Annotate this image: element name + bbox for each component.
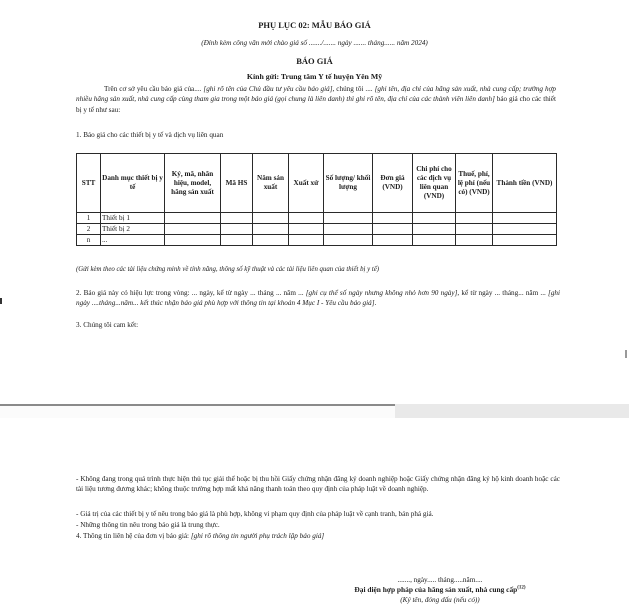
contact-placeholder: [ghi rõ thông tin người phụ trách lập báo giá] [190,532,325,540]
page-edge-mark [625,350,627,358]
commitment-item: - Những thông tin nêu trong báo giá là trung thực. [76,521,220,529]
page-edge-mark [0,298,2,304]
table-note: (Gửi kèm theo các tài liệu chứng minh về tính năng, thông số kỹ thuật và các tài liệu liên quan của thiết bị y tế) [76,266,380,273]
table-row [77,235,557,246]
validity-text-3: . [374,299,377,308]
doc-title: BÁO GIÁ [296,56,333,66]
page-break-shadow [395,404,629,419]
col-header-tax: Thuế, phí, lệ phí (nếu có) (VND) [456,154,493,213]
validity-placeholder-days: [ghi cụ thể số ngày nhưng không nhỏ hơn 90 ngày] [305,289,458,297]
addressee: Kính gửi: Trung tâm Y tế huyện Yên Mỹ [246,72,383,81]
signature-date: ......., ngày..... tháng.....năm.... [397,576,483,584]
section-4-line [76,531,560,541]
col-header-hs-code: Mã HS [221,154,253,213]
row-device: Thiết bị 2 [101,224,165,235]
signature-note: (Ký tên, đóng dấu (nếu có)) [400,596,480,604]
col-header-service-cost: Chi phí cho các dịch vụ liên quan (VND) [413,154,456,213]
intro-placeholder-investor: [ghi rõ tên của Chủ đầu tư yêu cầu báo giá] [203,85,333,93]
table-row [77,224,557,235]
quotation-table [76,153,557,246]
commitment-item: - Giá trị của các thiết bị y tế nêu trong báo giá là phù hợp, không vi phạm quy định của pháp luật về cạnh tranh, bán phá giá. [76,510,434,518]
col-header-quantity: Số lượng/ khối lượng [324,154,373,213]
intro-text-3: báo giá cho các thiết bị y tế như sau: [76,95,556,114]
validity-placeholder-date: [ghi ngày ....tháng...năm... kết thúc nhận báo giá phù hợp với thông tin tại khoản 4 Mục I - Yêu cầu báo giá] [76,289,560,308]
section-1-heading: 1. Báo giá cho các thiết bị y tế và dịch vụ liên quan [76,131,224,139]
col-header-device-list: Danh mục thiết bị y tế [101,154,165,213]
intro-paragraph [76,84,556,115]
row-device: ... [101,235,165,246]
col-header-model: Ký, mã, nhãn hiệu, model, hãng sản xuất [165,154,221,213]
appendix-title: PHỤ LỤC 02: MẪU BÁO GIÁ [258,20,371,30]
col-header-unit-price: Đơn giá (VND) [373,154,413,213]
row-number: 1 [77,213,101,224]
signature-title-text: Đại diện hợp pháp của hãng sản xuất, nhà cung cấp [354,585,518,594]
row-number: 2 [77,224,101,235]
contact-text: 4. Thông tin liên hệ của đơn vị báo giá: [76,532,191,540]
intro-text-2: , chúng tôi .... [332,85,375,93]
col-header-total: Thành tiền (VND) [493,154,557,213]
section-3-heading: 3. Chúng tôi cam kết: [76,321,139,329]
commitment-item: - Không đang trong quá trình thực hiện thủ tục giải thể hoặc bị thu hồi Giấy chứng nhận đăng ký doanh nghiệp hoặc Giấy chứng nhận đăng ký hộ kinh doanh hoặc các tài liệu tương đương khác; không thuộc trường hợp mất khả năng thanh toán theo quy định của pháp luật về doanh nghiệp. [76,475,560,494]
intro-placeholder-supplier: [ghi tên, địa chỉ của hãng sản xuất, nhà cung cấp; trường hợp nhiều hãng sản xuất, nhà cung cấp cùng tham gia trong một báo giá (gọi chung là liên danh) thì ghi rõ tên, địa chỉ của các thành viên liên danh] [76,85,557,104]
section-2-paragraph [76,288,560,309]
signature-title [300,585,580,594]
validity-text-2: , kể từ ngày ... tháng... năm ... [457,289,549,297]
intro-text-1: Trên cơ sở yêu cầu báo giá của.... [104,85,204,93]
table-header-row [77,154,557,213]
col-header-stt: STT [77,154,101,213]
validity-text-1: 2. Báo giá này có hiệu lực trong vòng: ... ngày, kể từ ngày ... tháng ... năm ... [76,289,306,297]
col-header-year: Năm sản xuất [253,154,289,213]
table-row [77,213,557,224]
row-number: n [77,235,101,246]
page-two [0,418,629,606]
subtitle: (Đính kèm công văn mời chào giá số ......./....... ngày ....... tháng...... năm 2024) [201,39,428,47]
col-header-origin: Xuất xứ [289,154,324,213]
row-device: Thiết bị 1 [101,213,165,224]
signature-footnote: (12) [517,585,526,591]
